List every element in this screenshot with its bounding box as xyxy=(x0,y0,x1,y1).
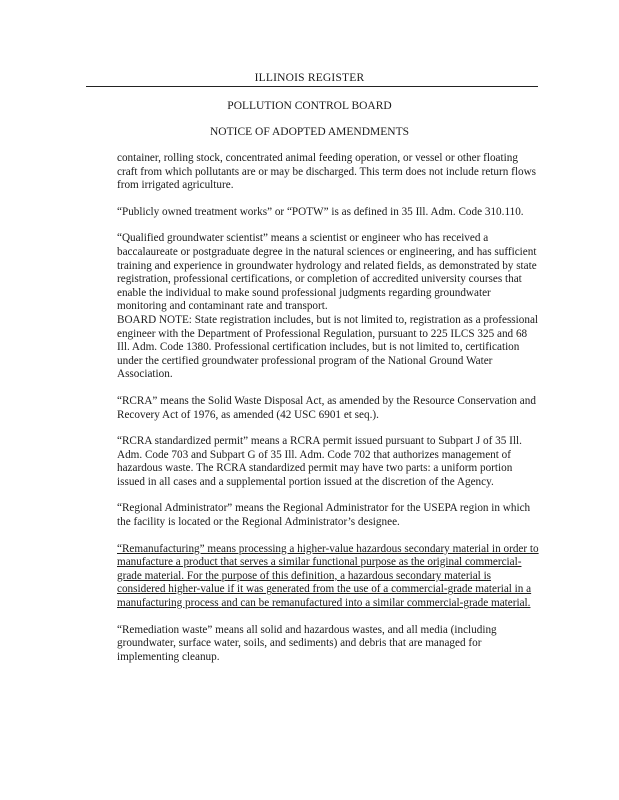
paragraph-remanufacturing-added: “Remanufacturing” means processing a higher-value hazardous secondary material in order to manufacture a product that serves a similar functional purpose as the original commercial-grade material. For the purpose of this definition, a hazardous secondary material is considered higher-value if it was generated from the use of a commercial-grade material in a manufacturing process and can be remanufactured into a similar commercial-grade material. xyxy=(117,542,539,610)
definition-text: “Qualified groundwater scientist” means a scientist or engineer who has received a baccalaureate or postgraduate degree in the natural sciences or engineering, and has sufficient training and experience in groundwater hydrology and related fields, as demonstrated by state registration, professional certifications, or completion of accredited university courses that enable the individual to make sound professional judgments regarding groundwater monitoring and contaminant rate and transport. xyxy=(117,232,537,313)
board-note: BOARD NOTE: State registration includes, but is not limited to, registration as a professional engineer with the Department of Professional Regulation, pursuant to 225 ILCS 325 and 68 Ill. Adm. Code 1380. Professional certification includes, but is not limited to, certification under the certified groundwater professional program of the National Ground Water Association. xyxy=(117,313,539,381)
paragraph-definition-tail: container, rolling stock, concentrated animal feeding operation, or vessel or other floating craft from which pollutants are or may be discharged. This term does not include return flows from irrigated agriculture. xyxy=(117,152,537,192)
paragraph-rcra: “RCRA” means the Solid Waste Disposal Act, as amended by the Resource Conservation and Recovery Act of 1976, as amended (42 USC 6901 et seq.). xyxy=(117,394,536,421)
paragraph-rcra-standardized-permit: “RCRA standardized permit” means a RCRA permit issued pursuant to Subpart J of 35 Ill. Adm. Code 703 and Subpart G of 35 Ill. Adm. Code 702 that authorizes management of hazardous waste. The RCRA standardized permit may have two parts: a uniform portion issued in all cases and a supplemental portion issued at the discretion of the Agency. xyxy=(117,435,522,488)
document-body xyxy=(117,152,541,677)
notice-title: NOTICE OF ADOPTED AMENDMENTS xyxy=(209,126,410,138)
paragraph-regional-administrator: “Regional Administrator” means the Regional Administrator for the USEPA region in which the facility is located or the Regional Administrator’s designee. xyxy=(117,502,531,529)
paragraph-potw: “Publicly owned treatment works” or “POTW” is as defined in 35 Ill. Adm. Code 310.110. xyxy=(117,205,524,218)
paragraph-qualified-groundwater-scientist xyxy=(117,232,541,382)
paragraph-remediation-waste: “Remediation waste” means all solid and hazardous wastes, and all media (including groundwater, surface water, soils, and sediments) and debris that are managed for implementing cleanup. xyxy=(117,623,497,663)
register-header: ILLINOIS REGISTER xyxy=(254,72,365,84)
header-divider xyxy=(86,86,538,87)
board-title: POLLUTION CONTROL BOARD xyxy=(227,100,392,112)
